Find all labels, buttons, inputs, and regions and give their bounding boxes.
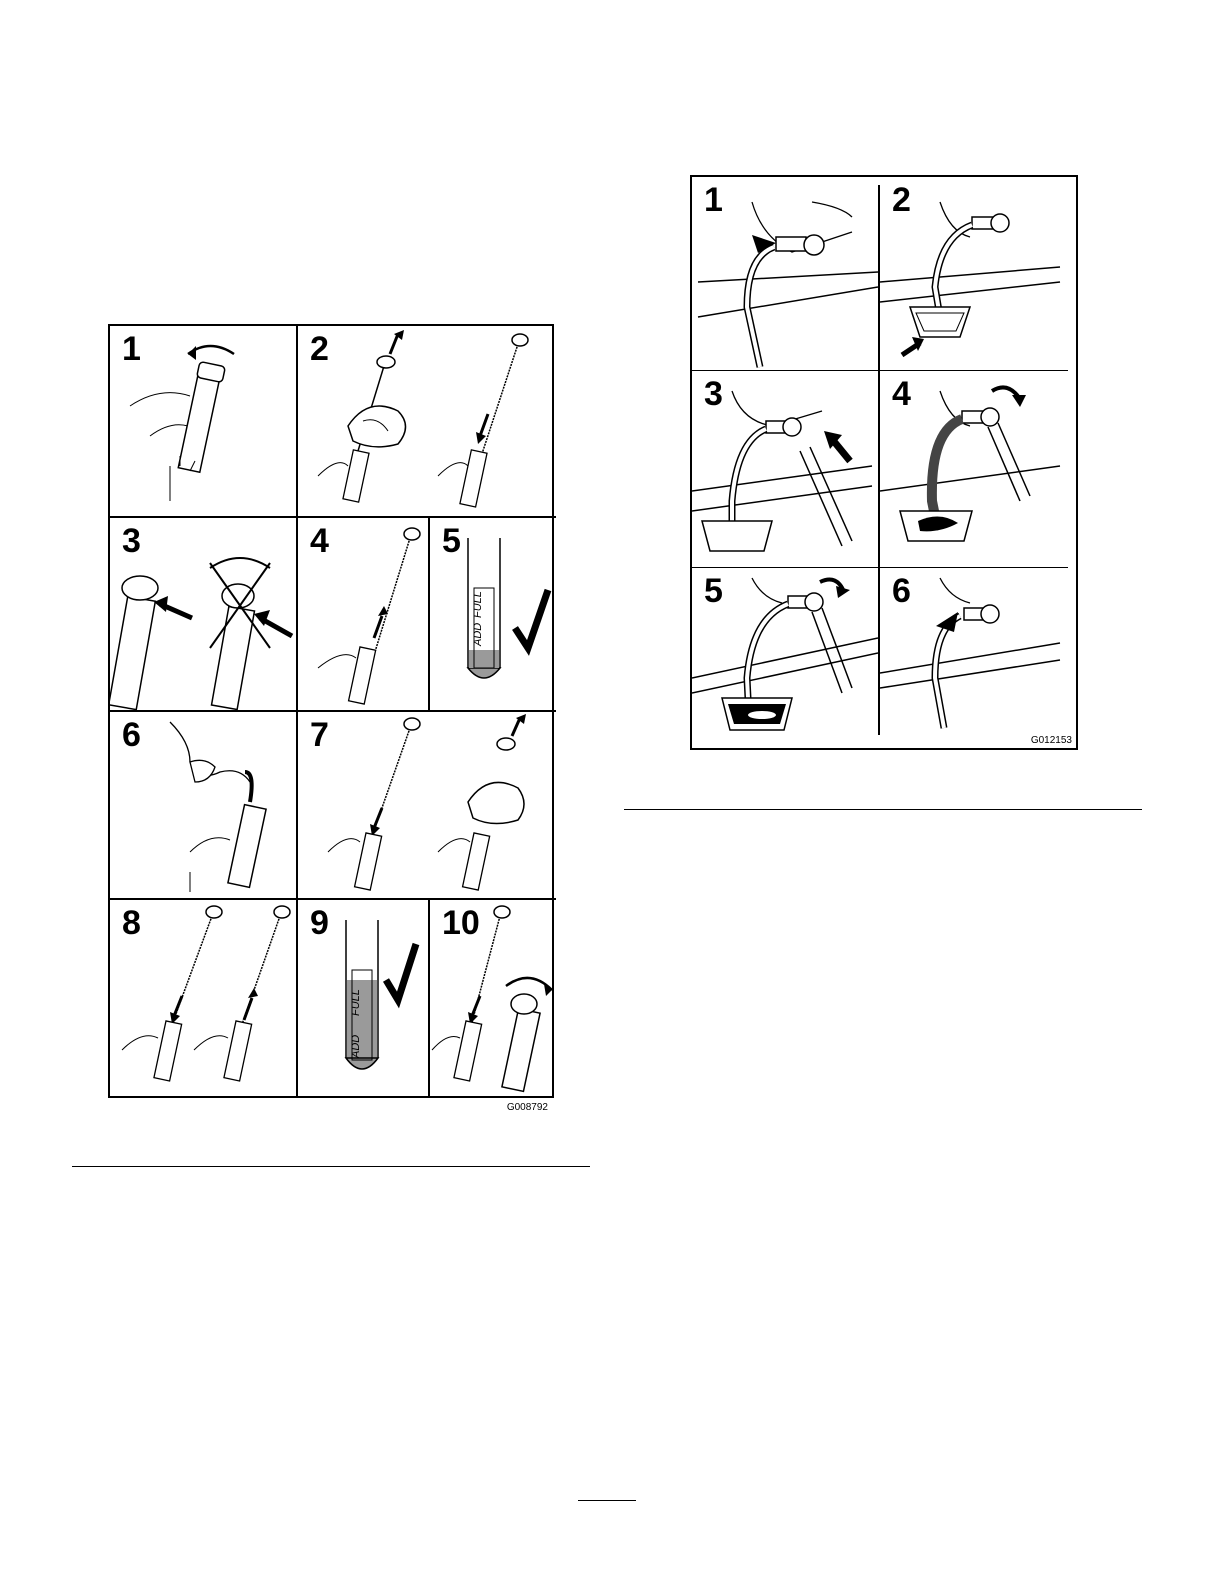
step-6-panel	[110, 712, 296, 898]
step-5-panel	[430, 518, 556, 710]
drain-step-1-panel	[692, 177, 878, 370]
step-10-panel	[430, 900, 556, 1096]
step-number: 6	[892, 572, 911, 610]
step-number: 3	[704, 375, 723, 413]
drain-step-3-panel	[692, 371, 878, 567]
step-9-panel	[298, 900, 428, 1096]
step-number: 5	[442, 522, 461, 560]
step-number: 9	[310, 904, 329, 942]
dipstick-procedure-figure	[108, 324, 554, 1113]
drain-step-5-panel	[692, 568, 878, 738]
step-number: 2	[892, 181, 911, 219]
drain-step-6-panel	[880, 568, 1068, 738]
step-number: 7	[310, 716, 329, 754]
step-number: 4	[310, 522, 329, 560]
step-number: 2	[310, 330, 329, 368]
step-number: 4	[892, 375, 911, 413]
step-number: 1	[122, 330, 141, 368]
step-number: 1	[704, 181, 723, 219]
step-8-panel	[110, 900, 296, 1096]
section-rule	[72, 1166, 590, 1167]
wipe-dipstick-illustration	[298, 326, 556, 516]
step-3-panel	[110, 518, 296, 710]
step-1-panel	[110, 326, 296, 516]
figure-code: G012153	[1030, 735, 1072, 746]
drain-step-4-panel	[880, 371, 1068, 567]
step-2-panel	[298, 326, 556, 516]
dipstick-full-mark: FULL	[472, 591, 484, 618]
step-number: 10	[442, 904, 480, 942]
page-number-rule	[578, 1500, 636, 1501]
drain-step-2-panel	[880, 177, 1068, 370]
dipstick-add-mark: ADD	[472, 622, 484, 646]
dipstick-full-mark: FULL	[350, 989, 362, 1016]
step-number: 3	[122, 522, 141, 560]
step-number: 8	[122, 904, 141, 942]
figure-code: G008792	[506, 1102, 548, 1113]
step-4-panel	[298, 518, 428, 710]
dipstick-add-mark: ADD	[350, 1034, 362, 1058]
step-number: 6	[122, 716, 141, 754]
step-7-panel	[298, 712, 556, 898]
step-number: 5	[704, 572, 723, 610]
section-rule	[624, 809, 1142, 810]
recheck-dipstick-illustration	[298, 712, 556, 898]
drain-procedure-figure	[690, 175, 1078, 750]
